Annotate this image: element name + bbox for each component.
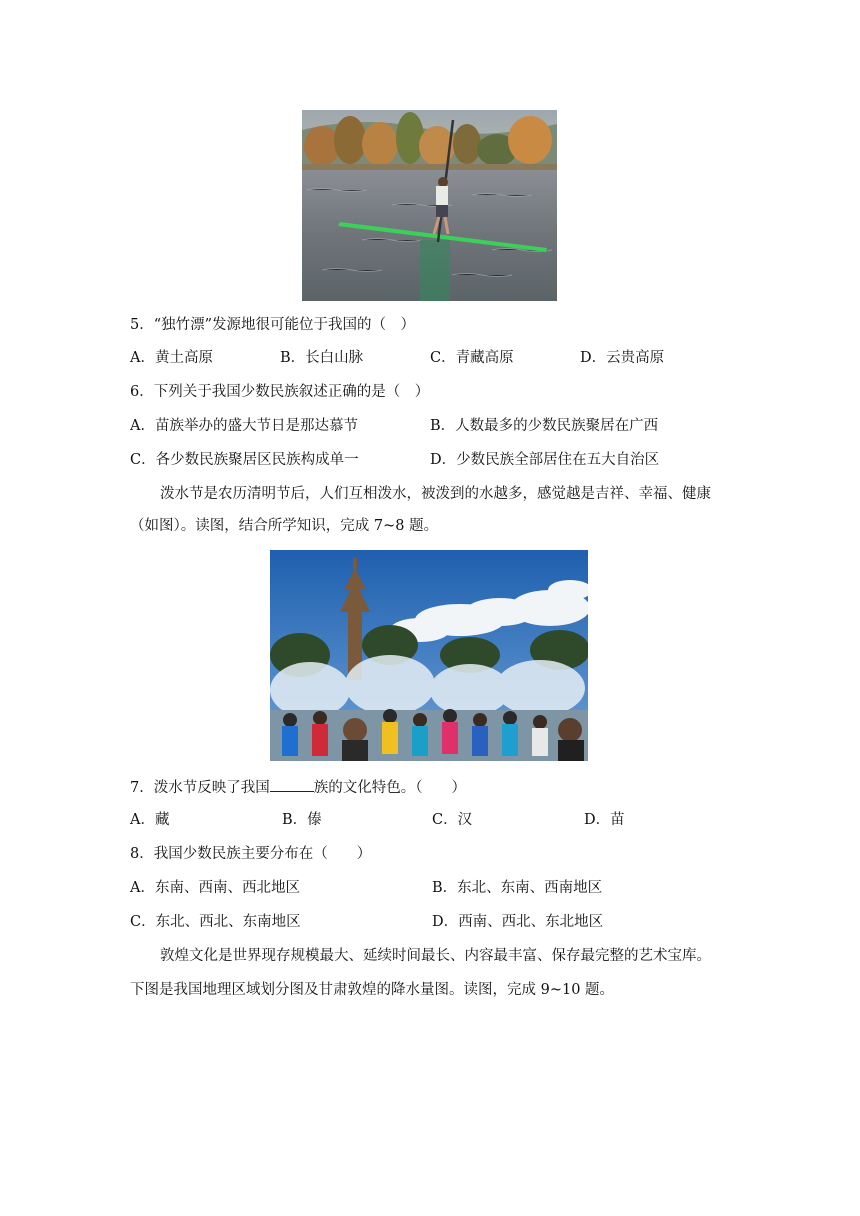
passage2-line1: 敦煌文化是世界现存规模最大、延续时间最长、内容最丰富、保存最完整的艺术宝库。 <box>160 948 711 964</box>
water-festival-illustration <box>270 550 588 761</box>
q7-option-b[interactable]: B．傣 <box>282 812 322 828</box>
passage1-line2: （如图）。读图，结合所学知识，完成 7~8 题。 <box>130 518 439 534</box>
q6-option-d[interactable]: D．少数民族全部居住在五大自治区 <box>430 452 660 468</box>
q7-answer-blank <box>270 777 314 792</box>
q7-option-c[interactable]: C．汉 <box>432 812 473 828</box>
q7-stem-before: 7．泼水节反映了我国 <box>130 780 270 796</box>
q7-option-d[interactable]: D．苗 <box>584 812 625 828</box>
bamboo-rafting-illustration <box>302 110 557 301</box>
q7-stem <box>130 777 466 798</box>
passage2-line2: 下图是我国地理区域划分图及甘肃敦煌的降水量图。读图，完成 9~10 题。 <box>130 982 615 998</box>
q6-option-c[interactable]: C．各少数民族聚居区民族构成单一 <box>130 452 359 468</box>
passage1-line1: 泼水节是农历清明节后，人们互相泼水，被泼到的水越多，感觉越是吉祥、幸福、健康 <box>160 486 711 502</box>
q6-stem: 6．下列关于我国少数民族叙述正确的是（ ） <box>130 384 430 400</box>
q8-stem: 8．我国少数民族主要分布在（ ） <box>130 846 372 862</box>
q6-option-b[interactable]: B．人数最多的少数民族聚居在广西 <box>430 418 659 434</box>
q8-option-c[interactable]: C．东北、西北、东南地区 <box>130 914 301 930</box>
q8-option-a[interactable]: A．东南、西南、西北地区 <box>130 880 300 896</box>
q5-option-a[interactable]: A．黄土高原 <box>130 350 213 366</box>
q6-option-a[interactable]: A．苗族举办的盛大节日是那达慕节 <box>130 418 358 434</box>
q5-option-c[interactable]: C．青藏高原 <box>430 350 514 366</box>
q7-stem-after: 族的文化特色。（ ） <box>313 780 466 796</box>
bamboo-rafting-photo <box>302 110 557 301</box>
q8-option-d[interactable]: D．西南、西北、东北地区 <box>432 914 604 930</box>
q7-option-a[interactable]: A．藏 <box>130 812 170 828</box>
q8-option-b[interactable]: B．东北、东南、西南地区 <box>432 880 603 896</box>
q5-stem: 5．“独竹漂”发源地很可能位于我国的（ ） <box>130 317 416 333</box>
q5-option-d[interactable]: D．云贵高原 <box>580 350 665 366</box>
water-festival-photo <box>270 550 588 761</box>
q5-option-b[interactable]: B．长白山脉 <box>280 350 364 366</box>
